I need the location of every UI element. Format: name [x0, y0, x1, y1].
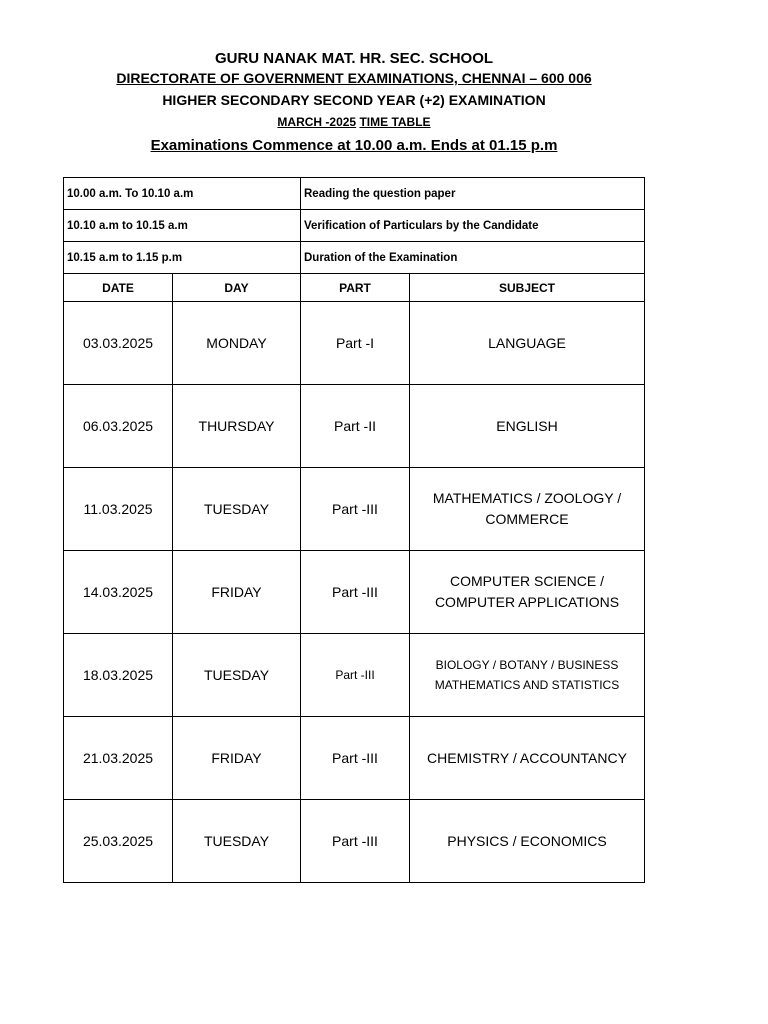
exam-subject: COMPUTER SCIENCE / COMPUTER APPLICATIONS: [410, 551, 645, 634]
exam-subject: CHEMISTRY / ACCOUNTANCY: [410, 717, 645, 800]
exam-part: Part -III: [301, 634, 410, 717]
exam-day: FRIDAY: [173, 717, 301, 800]
exam-part: Part -II: [301, 385, 410, 468]
schedule-time: 10.00 a.m. To 10.10 a.m: [64, 178, 301, 210]
exam-part: Part -III: [301, 717, 410, 800]
column-header-row: [64, 274, 645, 302]
exam-date: 03.03.2025: [64, 302, 173, 385]
directorate-title: DIRECTORATE OF GOVERNMENT EXAMINATIONS, CHENNAI – 600 006: [116, 70, 592, 86]
exam-date: 25.03.2025: [64, 800, 173, 883]
exam-row: [64, 468, 645, 551]
timetable-label: TIME TABLE: [359, 115, 431, 129]
exam-row: [64, 551, 645, 634]
exam-day: TUESDAY: [173, 468, 301, 551]
exam-title: HIGHER SECONDARY SECOND YEAR (+2) EXAMINATION: [162, 92, 546, 108]
month-label: MARCH -2025: [277, 115, 357, 129]
exam-timing: Examinations Commence at 10.00 a.m. Ends at 01.15 p.m: [150, 137, 558, 154]
column-header-day: DAY: [173, 274, 301, 302]
schedule-row: [64, 210, 645, 242]
exam-subject: MATHEMATICS / ZOOLOGY / COMMERCE: [410, 468, 645, 551]
timetable: [63, 177, 645, 883]
schedule-activity: Duration of the Examination: [301, 242, 645, 274]
exam-row: [64, 385, 645, 468]
exam-date: 18.03.2025: [64, 634, 173, 717]
exam-row: [64, 634, 645, 717]
exam-part: Part -I: [301, 302, 410, 385]
exam-date: 06.03.2025: [64, 385, 173, 468]
schedule-activity: Reading the question paper: [301, 178, 645, 210]
school-name: GURU NANAK MAT. HR. SEC. SCHOOL: [214, 50, 494, 67]
column-header-date: DATE: [64, 274, 173, 302]
exam-row: [64, 302, 645, 385]
exam-day: THURSDAY: [173, 385, 301, 468]
exam-part: Part -III: [301, 468, 410, 551]
exam-date: 11.03.2025: [64, 468, 173, 551]
exam-subject: ENGLISH: [410, 385, 645, 468]
exam-day: MONDAY: [173, 302, 301, 385]
exam-part: Part -III: [301, 551, 410, 634]
schedule-row: [64, 242, 645, 274]
exam-part: Part -III: [301, 800, 410, 883]
month-title: [0, 115, 708, 129]
exam-row: [64, 717, 645, 800]
schedule-time: 10.15 a.m to 1.15 p.m: [64, 242, 301, 274]
exam-day: TUESDAY: [173, 800, 301, 883]
column-header-part: PART: [301, 274, 410, 302]
column-header-subject: SUBJECT: [410, 274, 645, 302]
schedule-row: [64, 178, 645, 210]
exam-date: 21.03.2025: [64, 717, 173, 800]
exam-date: 14.03.2025: [64, 551, 173, 634]
exam-subject: BIOLOGY / BOTANY / BUSINESS MATHEMATICS AND STATISTICS: [410, 634, 645, 717]
schedule-time: 10.10 a.m to 10.15 a.m: [64, 210, 301, 242]
schedule-activity: Verification of Particulars by the Candidate: [301, 210, 645, 242]
exam-subject: PHYSICS / ECONOMICS: [410, 800, 645, 883]
exam-row: [64, 800, 645, 883]
exam-day: TUESDAY: [173, 634, 301, 717]
exam-subject: LANGUAGE: [410, 302, 645, 385]
exam-day: FRIDAY: [173, 551, 301, 634]
